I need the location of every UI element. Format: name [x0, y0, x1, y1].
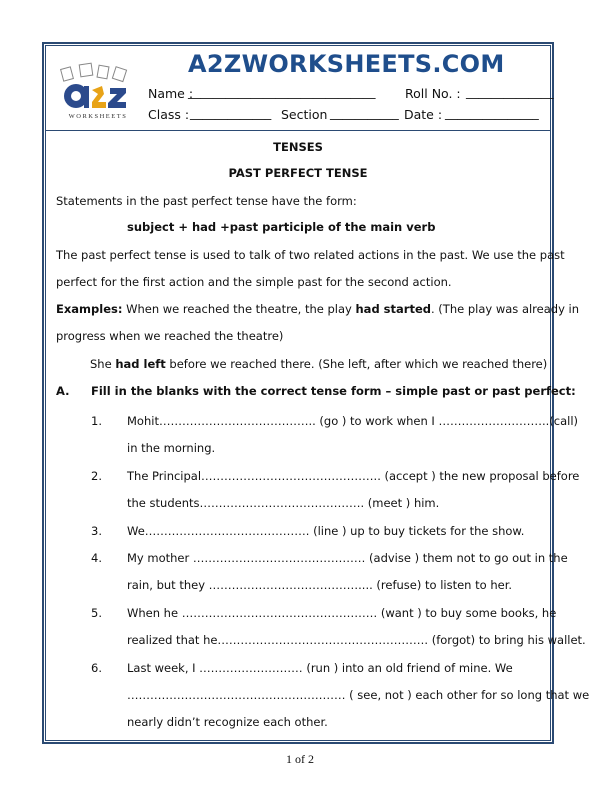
example-2-verb: had left — [115, 357, 166, 371]
item-line: Mohit………………………………….. (go ) to work when I ………………………..(call) — [127, 414, 579, 428]
example-1-verb: had started — [355, 302, 431, 316]
roll-field[interactable]: ______________ — [466, 84, 554, 99]
header-divider — [45, 130, 551, 131]
example-2 — [90, 357, 547, 371]
section-label: Section — [281, 107, 328, 122]
item-number: 2. — [91, 469, 102, 483]
item-number: 4. — [91, 551, 102, 565]
item-line: nearly didn’t recognize each other. — [127, 715, 328, 729]
item-line: the students……………………………………. (meet ) him. — [127, 496, 440, 510]
item-number: 5. — [91, 606, 102, 620]
item-line: in the morning. — [127, 441, 216, 455]
date-field[interactable]: _______________ — [445, 105, 539, 120]
item-number: 1. — [91, 414, 102, 428]
section-letter: A. — [56, 384, 70, 398]
example-1-part-c: . (The play was already in — [431, 302, 580, 316]
roll-label: Roll No. : — [405, 86, 461, 101]
examples-label: Examples: — [56, 302, 123, 316]
example-2-part-c: before we reached there. (She left, after which we reached there) — [165, 357, 548, 371]
name-field[interactable]: ______________________________ — [188, 84, 376, 99]
item-line: ………………………………………………… ( see, not ) each other for so long that we — [127, 688, 590, 702]
example-2-part-a: She — [90, 357, 116, 371]
example-1-line-2: progress when we reached the theatre) — [56, 329, 284, 343]
topic-title: TENSES — [273, 140, 323, 154]
intro-text: Statements in the past perfect tense have the form: — [56, 194, 357, 208]
item-line: When he …………………………………………… (want ) to buy some books, he — [127, 606, 557, 620]
item-line: We……………………………………. (line ) up to buy tickets for the show. — [127, 524, 525, 538]
item-line: Last week, I ……………………… (run ) into an old friend of mine. We — [127, 661, 513, 675]
section-field[interactable]: ___________ — [330, 105, 399, 120]
class-label: Class : — [148, 107, 190, 122]
item-line: realized that he………………………………………………. (forgot) to bring his wallet. — [127, 633, 586, 647]
item-line: My mother ……………………………………… (advise ) them not to go out in the — [127, 551, 568, 565]
class-field[interactable]: _____________ — [190, 105, 272, 120]
date-label: Date : — [404, 107, 443, 122]
item-line: The Principal……………………………………….. (accept ) the new proposal before — [127, 469, 580, 483]
item-line: rain, but they ………………………………….... (refuse) to listen to her. — [127, 578, 513, 592]
usage-line-2: perfect for the first action and the simple past for the second action. — [56, 275, 452, 289]
item-number: 6. — [91, 661, 102, 675]
site-title: A2ZWORKSHEETS.COM — [188, 50, 505, 78]
page-number: 1 of 2 — [286, 752, 314, 766]
name-label: Name : — [148, 86, 194, 101]
a2z-logo — [58, 62, 138, 122]
logo-text: WORKSHEETS — [68, 113, 128, 120]
subtopic-title: PAST PERFECT TENSE — [228, 166, 368, 180]
usage-line-1: The past perfect tense is used to talk of two related actions in the past. We use the past — [56, 248, 565, 262]
example-1 — [56, 302, 579, 316]
section-instruction: Fill in the blanks with the correct tense form – simple past or past perfect: — [91, 384, 576, 398]
formula-text: subject + had +past participle of the main verb — [127, 220, 436, 234]
example-1-part-a: When we reached the theatre, the play — [122, 302, 356, 316]
item-number: 3. — [91, 524, 102, 538]
